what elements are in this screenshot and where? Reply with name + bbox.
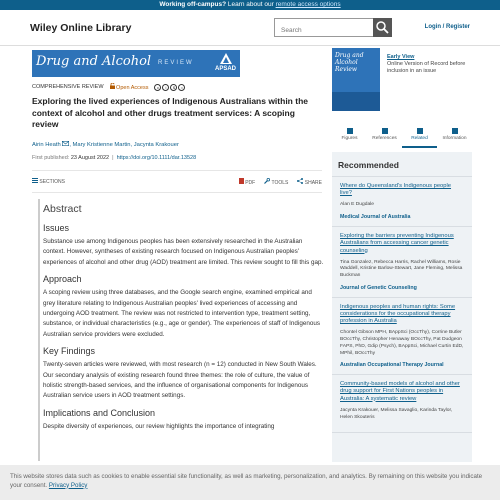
search-box: [274, 18, 392, 37]
abstract-paragraph: Twenty-seven articles were reviewed, with most research (n = 12) conducted in New South Wales. Our secondary analysis of existing research found three themes: the role of culture, the value of holistic strength-based services, and the influence of organisational components for Indigenous Australian service users in AOD treatment settings.: [43, 361, 317, 400]
tab-figures[interactable]: [332, 126, 367, 148]
doi-link[interactable]: https://doi.org/10.1111/dar.13528: [116, 155, 197, 161]
early-view-block: [387, 54, 471, 75]
share-button[interactable]: [297, 178, 322, 186]
article-tools-row: [32, 176, 322, 188]
login-register-link[interactable]: Login / Register: [424, 24, 470, 30]
related-icon: [417, 128, 423, 134]
divider: [32, 192, 322, 193]
wrench-icon: [264, 178, 270, 184]
pdf-label: PDF: [245, 180, 256, 186]
recommended-item-journal[interactable]: Journal of Genetic Counseling: [340, 284, 417, 291]
sidebar-tabs: [332, 126, 472, 148]
search-button[interactable]: [373, 18, 392, 37]
divider: [32, 170, 322, 171]
recommended-item-journal[interactable]: Australian Occupational Therapy Journal: [340, 362, 444, 369]
pub-separator: |: [112, 155, 114, 161]
share-icon: [297, 178, 303, 184]
references-icon: [382, 128, 388, 134]
share-label: SHARE: [304, 180, 322, 186]
cc-by-icon: i: [162, 84, 169, 91]
journal-cover-title: Drug and Alcohol Review: [335, 52, 364, 73]
cc-icon: c: [154, 84, 161, 91]
email-icon[interactable]: [62, 141, 69, 146]
recommended-item-authors: Jacynta Krakouer, Melissa Savaglio, Karinda Taylor, Helen Skouteris: [340, 407, 453, 420]
cc-nd-icon: =: [178, 84, 185, 91]
abstract-paragraph: A scoping review using three databases, and the Google search engine, examined empirical and grey literature relating to Indigenous Australian peoples' lived experiences of accessing and undergoing AOD treatment. The review was not restricted to intervention type, treatment setting, substance, or individual characteristics (e.g., age or gender). The experiences of staff of Indigenous Australian service providers were excluded.: [43, 289, 320, 338]
recommended-item-title[interactable]: Where do Queensland's Indigenous people live?: [340, 183, 452, 197]
tab-information[interactable]: [437, 126, 472, 148]
pdf-button[interactable]: [239, 178, 255, 186]
recommended-item-authors: Tina Gonzalez, Rebecca Harris, Rachel Williams, Rosie Waddell, Kristine Barlow-Stewart, Jane Fleming, Melissa Buckman: [340, 259, 463, 279]
pdf-icon: [239, 178, 244, 184]
journal-banner-review: REVIEW: [158, 60, 194, 66]
abstract-heading: Abstract: [43, 203, 82, 215]
cookie-text: This website stores data such as cookies to enable essential site functionality, as well as marketing, personalization, and analytics. By remaining on this website you indicate your consent.: [10, 473, 483, 489]
recommended-heading: Recommended: [332, 152, 472, 177]
remote-access-strong: Working off-campus?: [159, 1, 227, 8]
open-access-label: Open Access: [116, 85, 149, 91]
early-view-link[interactable]: Early View: [387, 54, 415, 60]
abstract-subheading-issues: Issues: [43, 223, 70, 233]
apsad-logo-icon: [220, 53, 232, 64]
tab-related[interactable]: [402, 126, 437, 148]
list-icon: [32, 178, 38, 183]
author-link[interactable]: Airin Heath: [32, 142, 61, 148]
site-header: [0, 10, 500, 46]
remote-access-text: Learn about our: [226, 1, 276, 8]
journal-banner[interactable]: [32, 50, 240, 77]
first-published-label: First published:: [32, 155, 70, 161]
author-link[interactable]: Jacynta Krakouer: [133, 142, 179, 148]
open-lock-icon: [110, 83, 115, 89]
remote-access-link[interactable]: remote access options: [275, 1, 341, 8]
article-type: COMPREHENSIVE REVIEW: [32, 84, 104, 90]
recommended-item-title[interactable]: Exploring the barriers preventing Indigenous Australians from accessing cancer genetic counseling: [340, 233, 454, 254]
recommended-panel: [332, 152, 472, 462]
search-input[interactable]: [275, 22, 375, 39]
abstract-subheading-approach: Approach: [43, 274, 82, 285]
recommended-item-title[interactable]: Community-based models of alcohol and other drug support for First Nations peoples in Australia: A systematic review: [340, 381, 460, 402]
sections-label: SECTIONS: [39, 179, 65, 185]
author-list: Airin Heath , Mary Kristienne Martin, Jacynta Krakouer: [32, 142, 179, 148]
abstract-subheading-key-findings: Key Findings: [43, 346, 96, 357]
journal-banner-title: Drug and Alcohol: [36, 54, 152, 69]
recommended-item-authors: Chontel Gibson MPH, BAppSci (OccThy), Corrine Butler BOccThy, Christopher Henaway BOccThy, Pat Dudgeon FAPS, PhD, Gdip (Psych), BAppSci, Michael Curtin EdD, MPhil, BOccThy: [340, 330, 464, 356]
search-icon: [373, 18, 392, 37]
tools-label: TOOLS: [271, 180, 289, 186]
recommended-item: [332, 177, 472, 227]
recommended-item-authors: Alan E Dugdale: [340, 202, 374, 208]
recommended-item: [332, 298, 472, 375]
tab-label: Figures: [341, 136, 358, 141]
tab-label: Information: [442, 136, 467, 141]
wiley-logo[interactable]: Wiley Online Library: [30, 22, 132, 34]
license-icons: [154, 84, 186, 91]
recommended-item: [332, 375, 472, 433]
journal-cover[interactable]: [332, 48, 380, 111]
abstract-paragraph: Despite diversity of experiences, our review highlights the importance of integrating: [43, 422, 275, 430]
publication-info: [32, 155, 196, 161]
recommended-item-journal[interactable]: Medical Journal of Australia: [340, 214, 411, 221]
article-title: Exploring the lived experiences of Indigenous Australians within the context of alcohol and other drugs treatment services: A scoping review: [32, 96, 308, 129]
open-access-badge: [110, 83, 149, 91]
early-view-description: Online Version of Record before inclusion in an issue: [387, 61, 466, 74]
article-meta-row: [32, 83, 186, 91]
journal-banner-publisher: APSAD: [214, 66, 236, 72]
tab-label: Related: [411, 136, 428, 141]
journal-cover-stripe: [332, 92, 380, 111]
recommended-item-title[interactable]: Indigenous peoples and human rights: Some considerations for the occupational therapy profession in Australia: [340, 303, 456, 325]
abstract-subheading-implications: Implications and Conclusion: [43, 407, 156, 418]
cookie-banner: [0, 465, 500, 500]
cc-nc-icon: $: [170, 84, 177, 91]
sections-button[interactable]: [32, 178, 65, 185]
tab-references[interactable]: [367, 126, 402, 148]
privacy-policy-link[interactable]: Privacy Policy: [48, 481, 88, 489]
recommended-item: [332, 227, 472, 298]
remote-access-bar: [0, 0, 500, 10]
abstract-section: [38, 199, 324, 461]
information-icon: [452, 128, 458, 134]
figures-icon: [347, 128, 353, 134]
author-link[interactable]: Mary Kristienne Martin: [72, 142, 131, 148]
abstract-paragraph: Substance use among Indigenous peoples has been extensively researched in the Australian context. However, syntheses of existing research focused on Indigenous Australian peoples' experiences of alcohol and other drug (AOD) treatment are limited. This review sought to fill this gap.: [43, 238, 324, 266]
first-published-date: 23 August 2022: [70, 155, 110, 161]
tools-button[interactable]: [264, 178, 288, 186]
tab-label: References: [372, 136, 397, 141]
